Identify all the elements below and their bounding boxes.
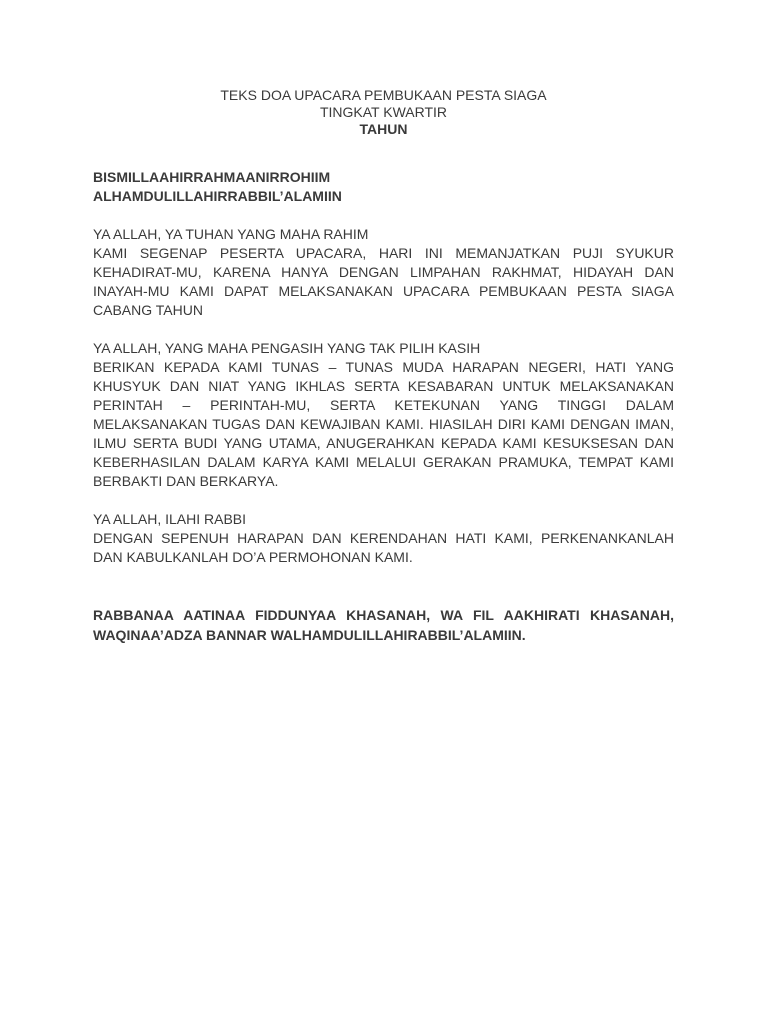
paragraph-2-invocation: YA ALLAH, YANG MAHA PENGASIH YANG TAK PILIH KASIH [93,340,481,356]
prayer-paragraph-1 [93,225,674,320]
document-page [93,87,674,645]
opening-line-1: BISMILLAAHIRRAHMAANIRROHIIM [93,169,331,185]
closing-prayer: RABBANAA AATINAA FIDDUNYAA KHASANAH, WA FIL AAKHIRATI KHASANAH, WAQINAA’ADZA BANNAR WALHAMDULILLAHIRABBIL’ALAMIIN. [93,607,674,643]
opening-salutation [93,168,674,206]
paragraph-3-invocation: YA ALLAH, ILAHI RABBI [93,511,247,527]
document-header [93,87,674,138]
title-line-3: TAHUN [359,121,408,137]
prayer-paragraph-3 [93,510,674,567]
title-line-2: TINGKAT KWARTIR [319,104,448,120]
prayer-paragraph-2 [93,339,674,491]
paragraph-3-body: DENGAN SEPENUH HARAPAN DAN KERENDAHAN HATI KAMI, PERKENANKANLAH DAN KABULKANLAH DO’A PERMOHONAN KAMI. [93,530,674,565]
paragraph-2-body: BERIKAN KEPADA KAMI TUNAS – TUNAS MUDA HARAPAN NEGERI, HATI YANG KHUSYUK DAN NIAT YANG IKHLAS SERTA KESABARAN UNTUK MELAKSANAKAN PERINTAH – PERINTAH-MU, SERTA KETEKUNAN YANG TINGGI DALAM MELAKSANAKAN TUGAS DAN KEWAJIBAN KAMI. HIASILAH DIRI KAMI DENGAN IMAN, ILMU SERTA BUDI YANG UTAMA, ANUGERAHKAN KEPADA KAMI KESUKSESAN DAN KEBERHASILAN DALAM KARYA KAMI MELALUI GERAKAN PRAMUKA, TEMPAT KAMI BERBAKTI DAN BERKARYA. [93,359,674,489]
title-line-1: TEKS DOA UPACARA PEMBUKAAN PESTA SIAGA [220,87,547,103]
paragraph-1-body: KAMI SEGENAP PESERTA UPACARA, HARI INI MEMANJATKAN PUJI SYUKUR KEHADIRAT-MU, KARENA HANYA DENGAN LIMPAHAN RAKHMAT, HIDAYAH DAN INAYAH-MU KAMI DAPAT MELAKSANAKAN UPACARA PEMBUKAAN PESTA SIAGA CABANG TAHUN [93,245,674,318]
opening-line-2: ALHAMDULILLAHIRRABBIL’ALAMIIN [93,188,342,204]
paragraph-1-invocation: YA ALLAH, YA TUHAN YANG MAHA RAHIM [93,226,369,242]
